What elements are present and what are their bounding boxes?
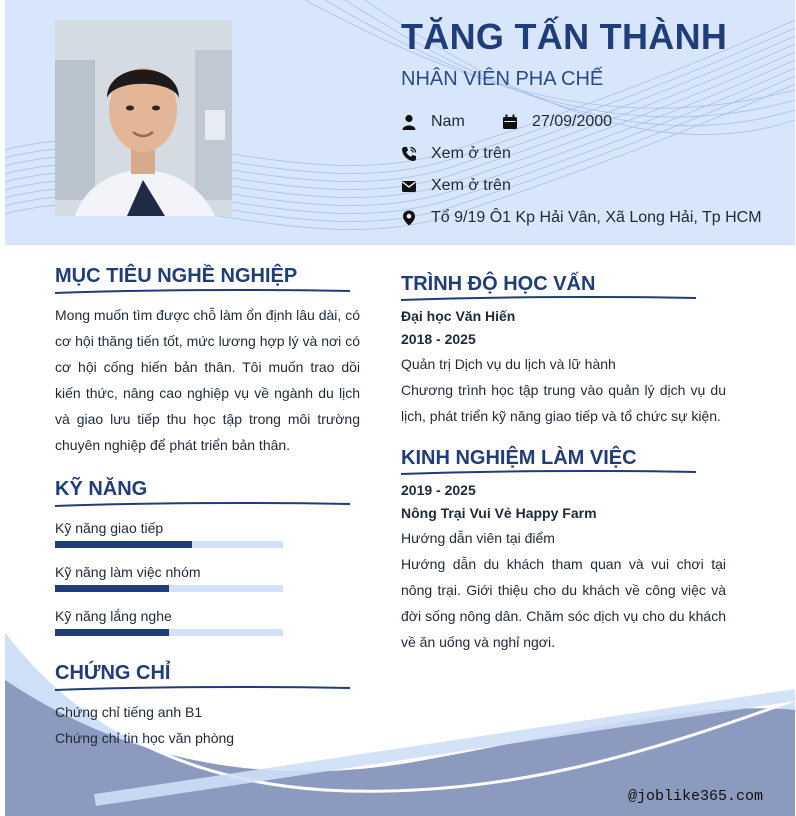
candidate-name: TĂNG TẤN THÀNH [401, 16, 728, 57]
skill-bar [55, 541, 283, 548]
certificate-item: Chứng chỉ tin học văn phòng [55, 730, 235, 746]
skill-bar [55, 585, 283, 592]
envelope-icon [401, 178, 417, 194]
birthdate-row [502, 113, 612, 131]
experience-underline [401, 469, 696, 477]
certificate-item: Chứng chỉ tiếng anh B1 [55, 704, 203, 720]
education-description: Chương trình học tập trung vào quản lý dịch vụ du lịch, phát triển kỹ năng giao tiếp và tổ chức sự kiện. [401, 382, 726, 424]
header [5, 0, 795, 245]
skill-bar [55, 629, 283, 636]
user-icon [401, 114, 417, 130]
gender-row [401, 113, 465, 131]
skills-title: KỸ NĂNG [55, 478, 148, 500]
skill-label: Kỹ năng làm việc nhóm [55, 564, 201, 580]
certificates-title: CHỨNG CHỈ [55, 662, 171, 684]
phone-icon [401, 146, 417, 162]
address-row [401, 209, 762, 227]
skill-bar-fill [55, 629, 169, 636]
education-title: TRÌNH ĐỘ HỌC VẤN [401, 273, 596, 295]
email-row [401, 177, 511, 195]
phone-row [401, 145, 511, 163]
objective-underline [55, 288, 350, 296]
skill-bar-fill [55, 541, 192, 548]
birthdate-value: 27/09/2000 [532, 113, 613, 130]
skill-label: Kỹ năng lắng nghe [55, 608, 172, 624]
map-marker-icon [401, 210, 417, 226]
job-title: NHÂN VIÊN PHA CHẾ [401, 68, 604, 90]
address-value: Tổ 9/19 Ô1 Kp Hải Vân, Xã Long Hải, Tp HCM [431, 209, 762, 226]
experience-company: Nông Trại Vui Vẻ Happy Farm [401, 505, 597, 521]
objective-text: Mong muốn tìm được chỗ làm ổn định lâu dài, có cơ hội thăng tiến tốt, mức lương hợp lý và nơi có cơ hội cống hiến bản thân. Tôi muốn trao dồi kiến thức, nâng cao nghiệp vụ về ngành du lịch và giao lưu tiếp thu học tập trong môi trường chuyên nghiệp để phát triển bản thân. [55, 307, 360, 453]
email-value: Xem ở trên [431, 177, 511, 194]
skills-underline [55, 501, 350, 509]
education-major: Quản trị Dịch vụ du lịch và lữ hành [401, 356, 616, 372]
profile-photo [55, 20, 232, 216]
experience-title: KINH NGHIỆM LÀM VIỆC [401, 447, 637, 469]
experience-period: 2019 - 2025 [401, 482, 476, 498]
objective-title: MỤC TIÊU NGHỀ NGHIỆP [55, 265, 298, 287]
skill-label: Kỹ năng giao tiếp [55, 520, 164, 536]
phone-value: Xem ở trên [431, 145, 511, 162]
gender-value: Nam [431, 113, 465, 130]
experience-position: Hướng dẫn viên tại điểm [401, 530, 555, 546]
avatar [55, 20, 232, 216]
cv-page [5, 0, 795, 816]
education-period: 2018 - 2025 [401, 331, 476, 347]
watermark-text: @joblike365.com [628, 788, 764, 805]
calendar-icon [502, 114, 518, 130]
skill-bar-fill [55, 585, 169, 592]
experience-description: Hướng dẫn du khách tham quan và vui chơi tại nông trại. Giới thiệu cho du khách về công việc và đời sống nông dân. Chăm sóc dịch vụ cho du khách về ăn uống và nghỉ ngơi. [401, 556, 726, 650]
education-school: Đại học Văn Hiến [401, 308, 516, 324]
certificates-underline [55, 685, 350, 693]
education-underline [401, 295, 696, 303]
